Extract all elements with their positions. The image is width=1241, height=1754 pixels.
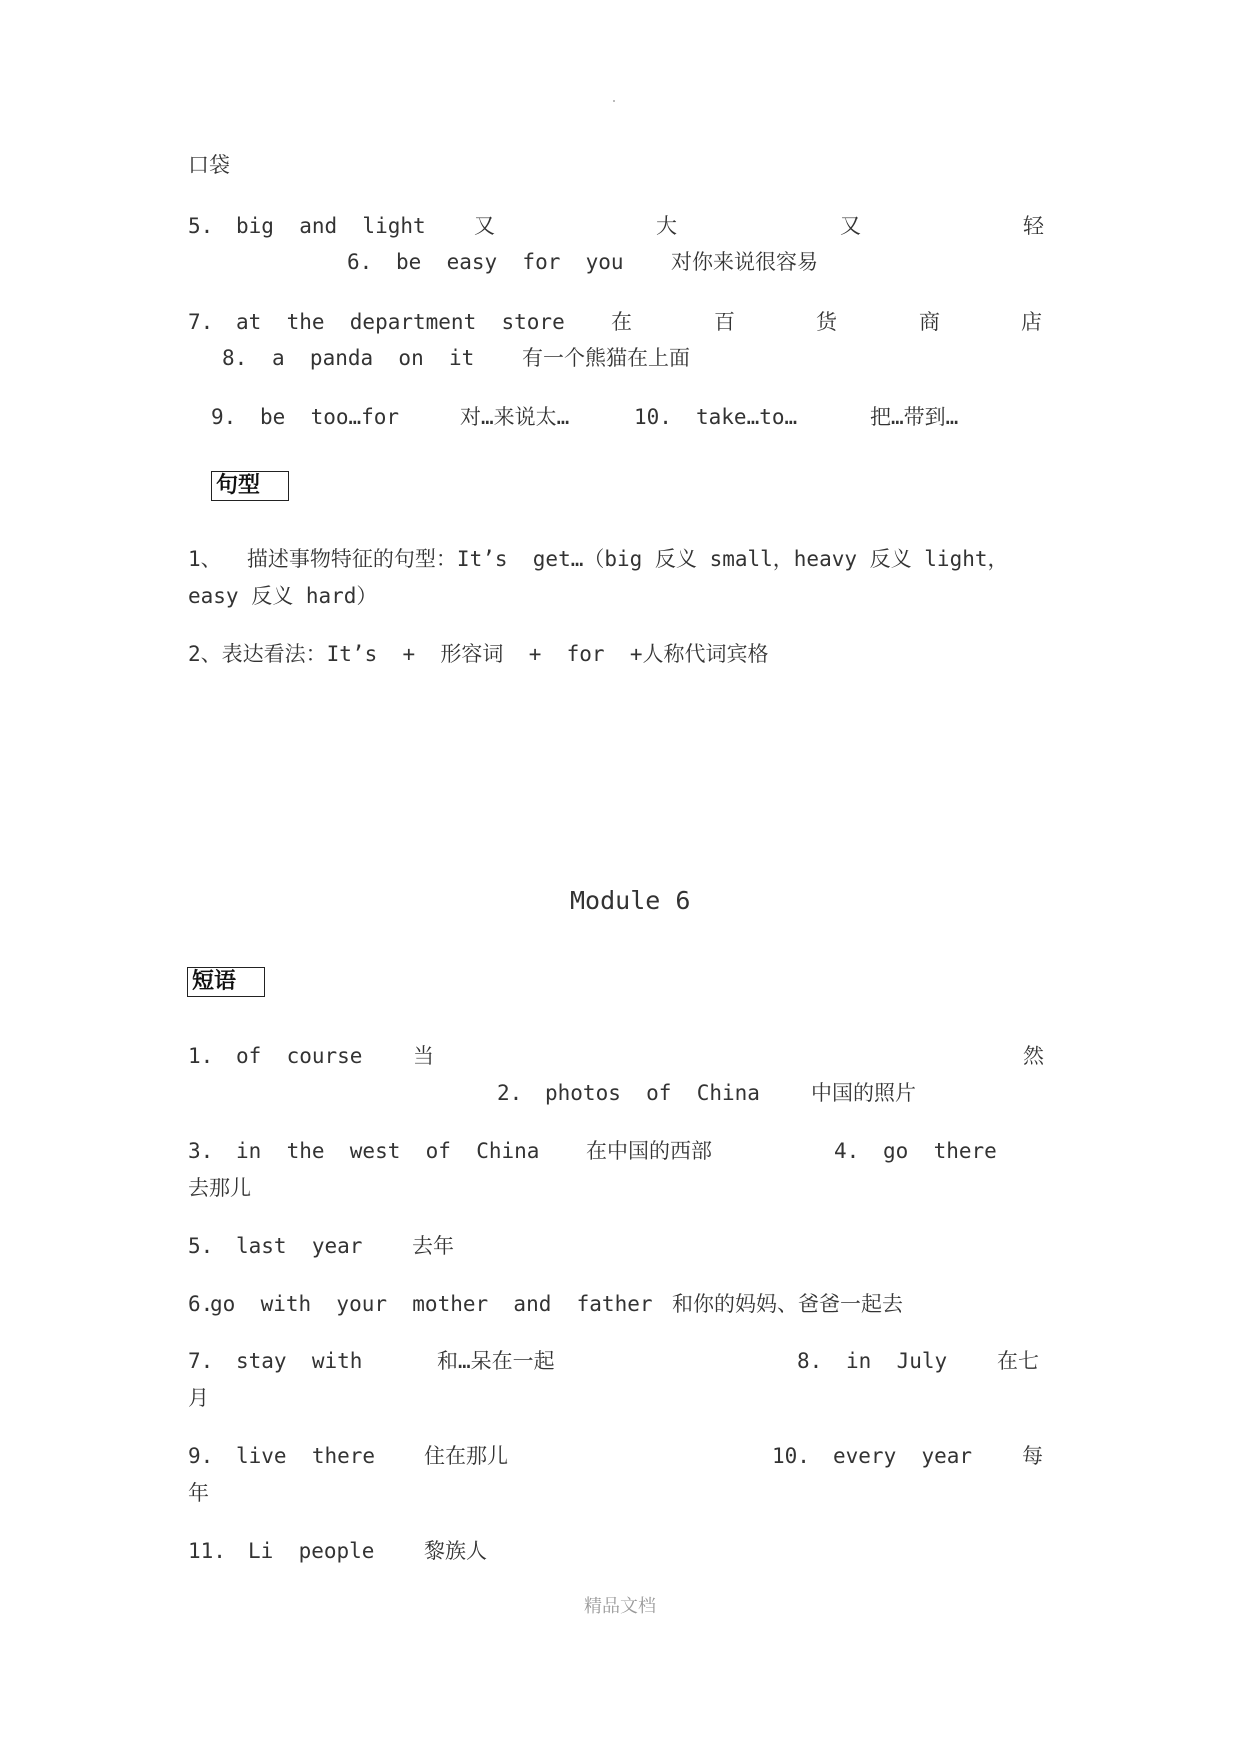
phrase-zh: 百: [714, 310, 735, 334]
phrase-zh: 每: [1022, 1444, 1043, 1468]
phrase-en: at the department store: [236, 310, 565, 334]
phrase-zh: 店: [1021, 310, 1042, 334]
phrase-num: 7.: [188, 310, 214, 334]
phrase-en: a panda on it: [272, 346, 475, 370]
phrase-zh: 在: [611, 310, 632, 334]
phrase-num: 10.: [634, 405, 672, 429]
phrase-en: photos of China: [545, 1081, 760, 1105]
phrase-zh: 把…带到…: [870, 405, 959, 429]
phrase-zh: 对…来说太…: [460, 405, 570, 429]
phrase-zh: 然: [1023, 1044, 1044, 1068]
phrase-zh: 大: [656, 214, 677, 238]
phrase-zh: 去那儿: [188, 1176, 251, 1200]
phrase-zh: 有一个熊猫在上面: [522, 346, 690, 370]
phrase-num: 9.: [211, 405, 237, 429]
phrase-en: Li people: [248, 1539, 375, 1563]
phrase-num: 5.: [188, 214, 214, 238]
phrase-zh: 又: [474, 214, 495, 238]
phrase-en: of course: [236, 1044, 363, 1068]
phrase-zh: 中国的照片: [811, 1081, 916, 1105]
phrase-en: live there: [236, 1444, 376, 1468]
phrase-num: 3.: [188, 1139, 214, 1163]
phrase-zh: 当: [413, 1044, 434, 1068]
phrase-zh: 货: [816, 310, 837, 334]
sentence-heading: 句型: [211, 471, 289, 501]
phrase-num: 10.: [772, 1444, 810, 1468]
phrase-zh: 又: [840, 214, 861, 238]
footer-watermark: 精品文档: [584, 1596, 656, 1617]
phrase-zh: 和你的妈妈、爸爸一起去: [672, 1292, 903, 1316]
phrase-num: 5.: [188, 1234, 214, 1258]
phrase-zh: 月: [188, 1386, 209, 1410]
phrase-en: last year: [236, 1234, 363, 1258]
phrase-zh: 在七: [997, 1349, 1039, 1373]
phrase-zh: 和…呆在一起: [437, 1349, 555, 1373]
phrase-en: take…to…: [696, 405, 798, 429]
phrase-zh: 去年: [412, 1234, 454, 1258]
phrase-num: 7.: [188, 1349, 214, 1373]
phrase-en: stay with: [236, 1349, 363, 1373]
module-title: Module 6: [570, 886, 691, 915]
phrase-num: 8.: [797, 1349, 823, 1373]
sentence-2: 2、表达看法：It’s + 形容词 + for +人称代词宾格: [188, 642, 769, 666]
phrase-num: 1.: [188, 1044, 214, 1068]
phrase-en: in the west of China: [236, 1139, 540, 1163]
phrase-zh: 轻: [1023, 214, 1044, 238]
phrase-num: 6.: [188, 1292, 214, 1316]
phrase-zh: 对你来说很容易: [671, 250, 818, 274]
phrase-zh: 在中国的西部: [586, 1139, 712, 1163]
phrase-num: 11.: [188, 1539, 226, 1563]
phrase-en: go with your mother and father: [210, 1292, 653, 1316]
phrase-en: be too…for: [260, 405, 400, 429]
header-dot: [613, 100, 615, 102]
top-fragment: 口袋: [188, 153, 230, 177]
phrase-num: 6.: [347, 250, 373, 274]
phrase-num: 9.: [188, 1444, 214, 1468]
sentence-1-line-2: easy 反义 hard）: [188, 584, 378, 608]
phrase-en: be easy for you: [396, 250, 624, 274]
phrase-num: 8.: [222, 346, 248, 370]
sentence-1-line-1: 1、 描述事物特征的句型：It’s get…（big 反义 small，heavy 反义 light，: [188, 547, 1009, 571]
phrase-en: go there: [883, 1139, 997, 1163]
phrase-zh: 黎族人: [424, 1539, 487, 1563]
phrase-heading: 短语: [187, 967, 265, 997]
phrase-zh: 住在那儿: [424, 1444, 508, 1468]
phrase-num: 4.: [834, 1139, 860, 1163]
phrase-en: in July: [846, 1349, 948, 1373]
phrase-num: 2.: [497, 1081, 523, 1105]
phrase-zh: 年: [188, 1481, 209, 1505]
phrase-en: every year: [833, 1444, 973, 1468]
phrase-zh: 商: [919, 310, 940, 334]
phrase-en: big and light: [236, 214, 426, 238]
